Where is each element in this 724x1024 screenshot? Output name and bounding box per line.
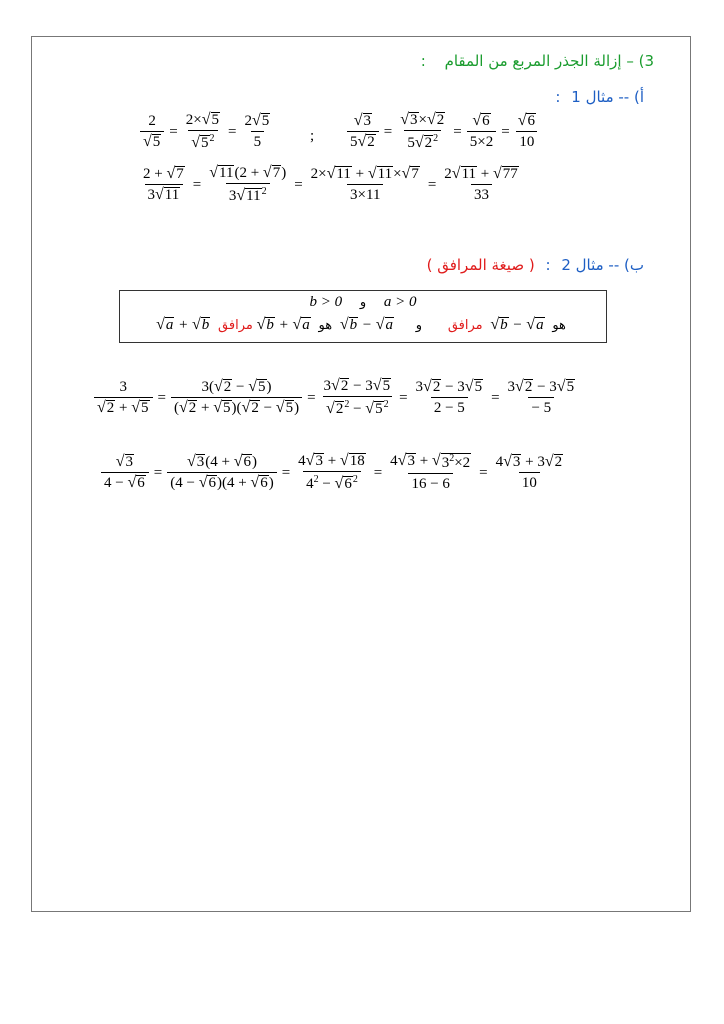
math-example2-b: √ 3 4 − √ 6 = √ 3 (4 + √ 6 ) (4 − √ 6 )(4 + √ 6 ) = 4 √ 3 + √ 18 $4^2$ − √ 6 $^2$ = 4 √ 3 + √ $3^2\times 2$ 16 − 6 = 4 √ 3 + 3 √ 2 10: [99, 453, 568, 493]
word-and: و: [415, 318, 423, 333]
example2-colon: :: [545, 256, 551, 274]
word-conjugate-2: مرافق: [218, 318, 253, 333]
example2-note: ( صيغة المرافق ): [426, 256, 535, 274]
condition-a: a > 0: [383, 294, 417, 310]
math-example1-a: 2 √ 5 = 2× √ 5 √ 5 $^2$ = 2 √ 5 5: [138, 112, 275, 152]
math-example2-a: 3 √ 2 + √ 5 = 3( √ 2 − √ 5 ) ( √ 2 + √ 5 )( √ 2 − √ 5 ) = 3 √ 2 − 3 √ 5 √ 2 $^2$ − √ 5 $^2$ = 3 √ 2 − 3 √ 5 2 − 5 = 3 √ 2 − 3 √ 5 − 5: [92, 378, 580, 418]
section-heading: [421, 52, 654, 70]
math-example1-c: 2 + √ 7 3 √ 11 = √ 11 (2 + √ 7 ) 3 √ 11 $^2$ = 2× √ 11 + √ 11 × √ 7 3×11 = 2 √ 11 + √ 77 33: [143, 164, 518, 204]
section-colon: :: [420, 52, 426, 70]
example1-label: أ) -- مثال 1: [571, 88, 644, 106]
box-rule-line: √ a + √ b هو √ a − √ b مرافق و √ a − √ b هو √ a + √ b مرافق: [156, 316, 566, 333]
word-is-1: هو: [552, 318, 566, 333]
box-condition-line: [120, 294, 606, 311]
section-number: 3): [638, 52, 654, 70]
section-dash: –: [626, 52, 634, 70]
word-conjugate-1: مرافق: [447, 318, 483, 333]
example1-heading: [555, 88, 644, 106]
condition-b: b > 0: [309, 294, 343, 310]
condition-and: و: [359, 295, 367, 310]
math-separator: ;: [310, 128, 315, 144]
example1-colon: :: [555, 88, 561, 106]
section-title: إزالة الجذر المربع من المقام: [444, 52, 622, 70]
example2-heading: [427, 256, 644, 274]
example2-label: ب) -- مثال 2: [561, 256, 644, 274]
math-example1-b: √ 3 5 √ 2 = √ 3 × √ 2 5 √ 2 $^2$ = √ 6 5×2 = √ 6 10: [345, 112, 541, 152]
word-is-2: هو: [318, 318, 333, 333]
conjugate-rule-box: [119, 290, 607, 343]
